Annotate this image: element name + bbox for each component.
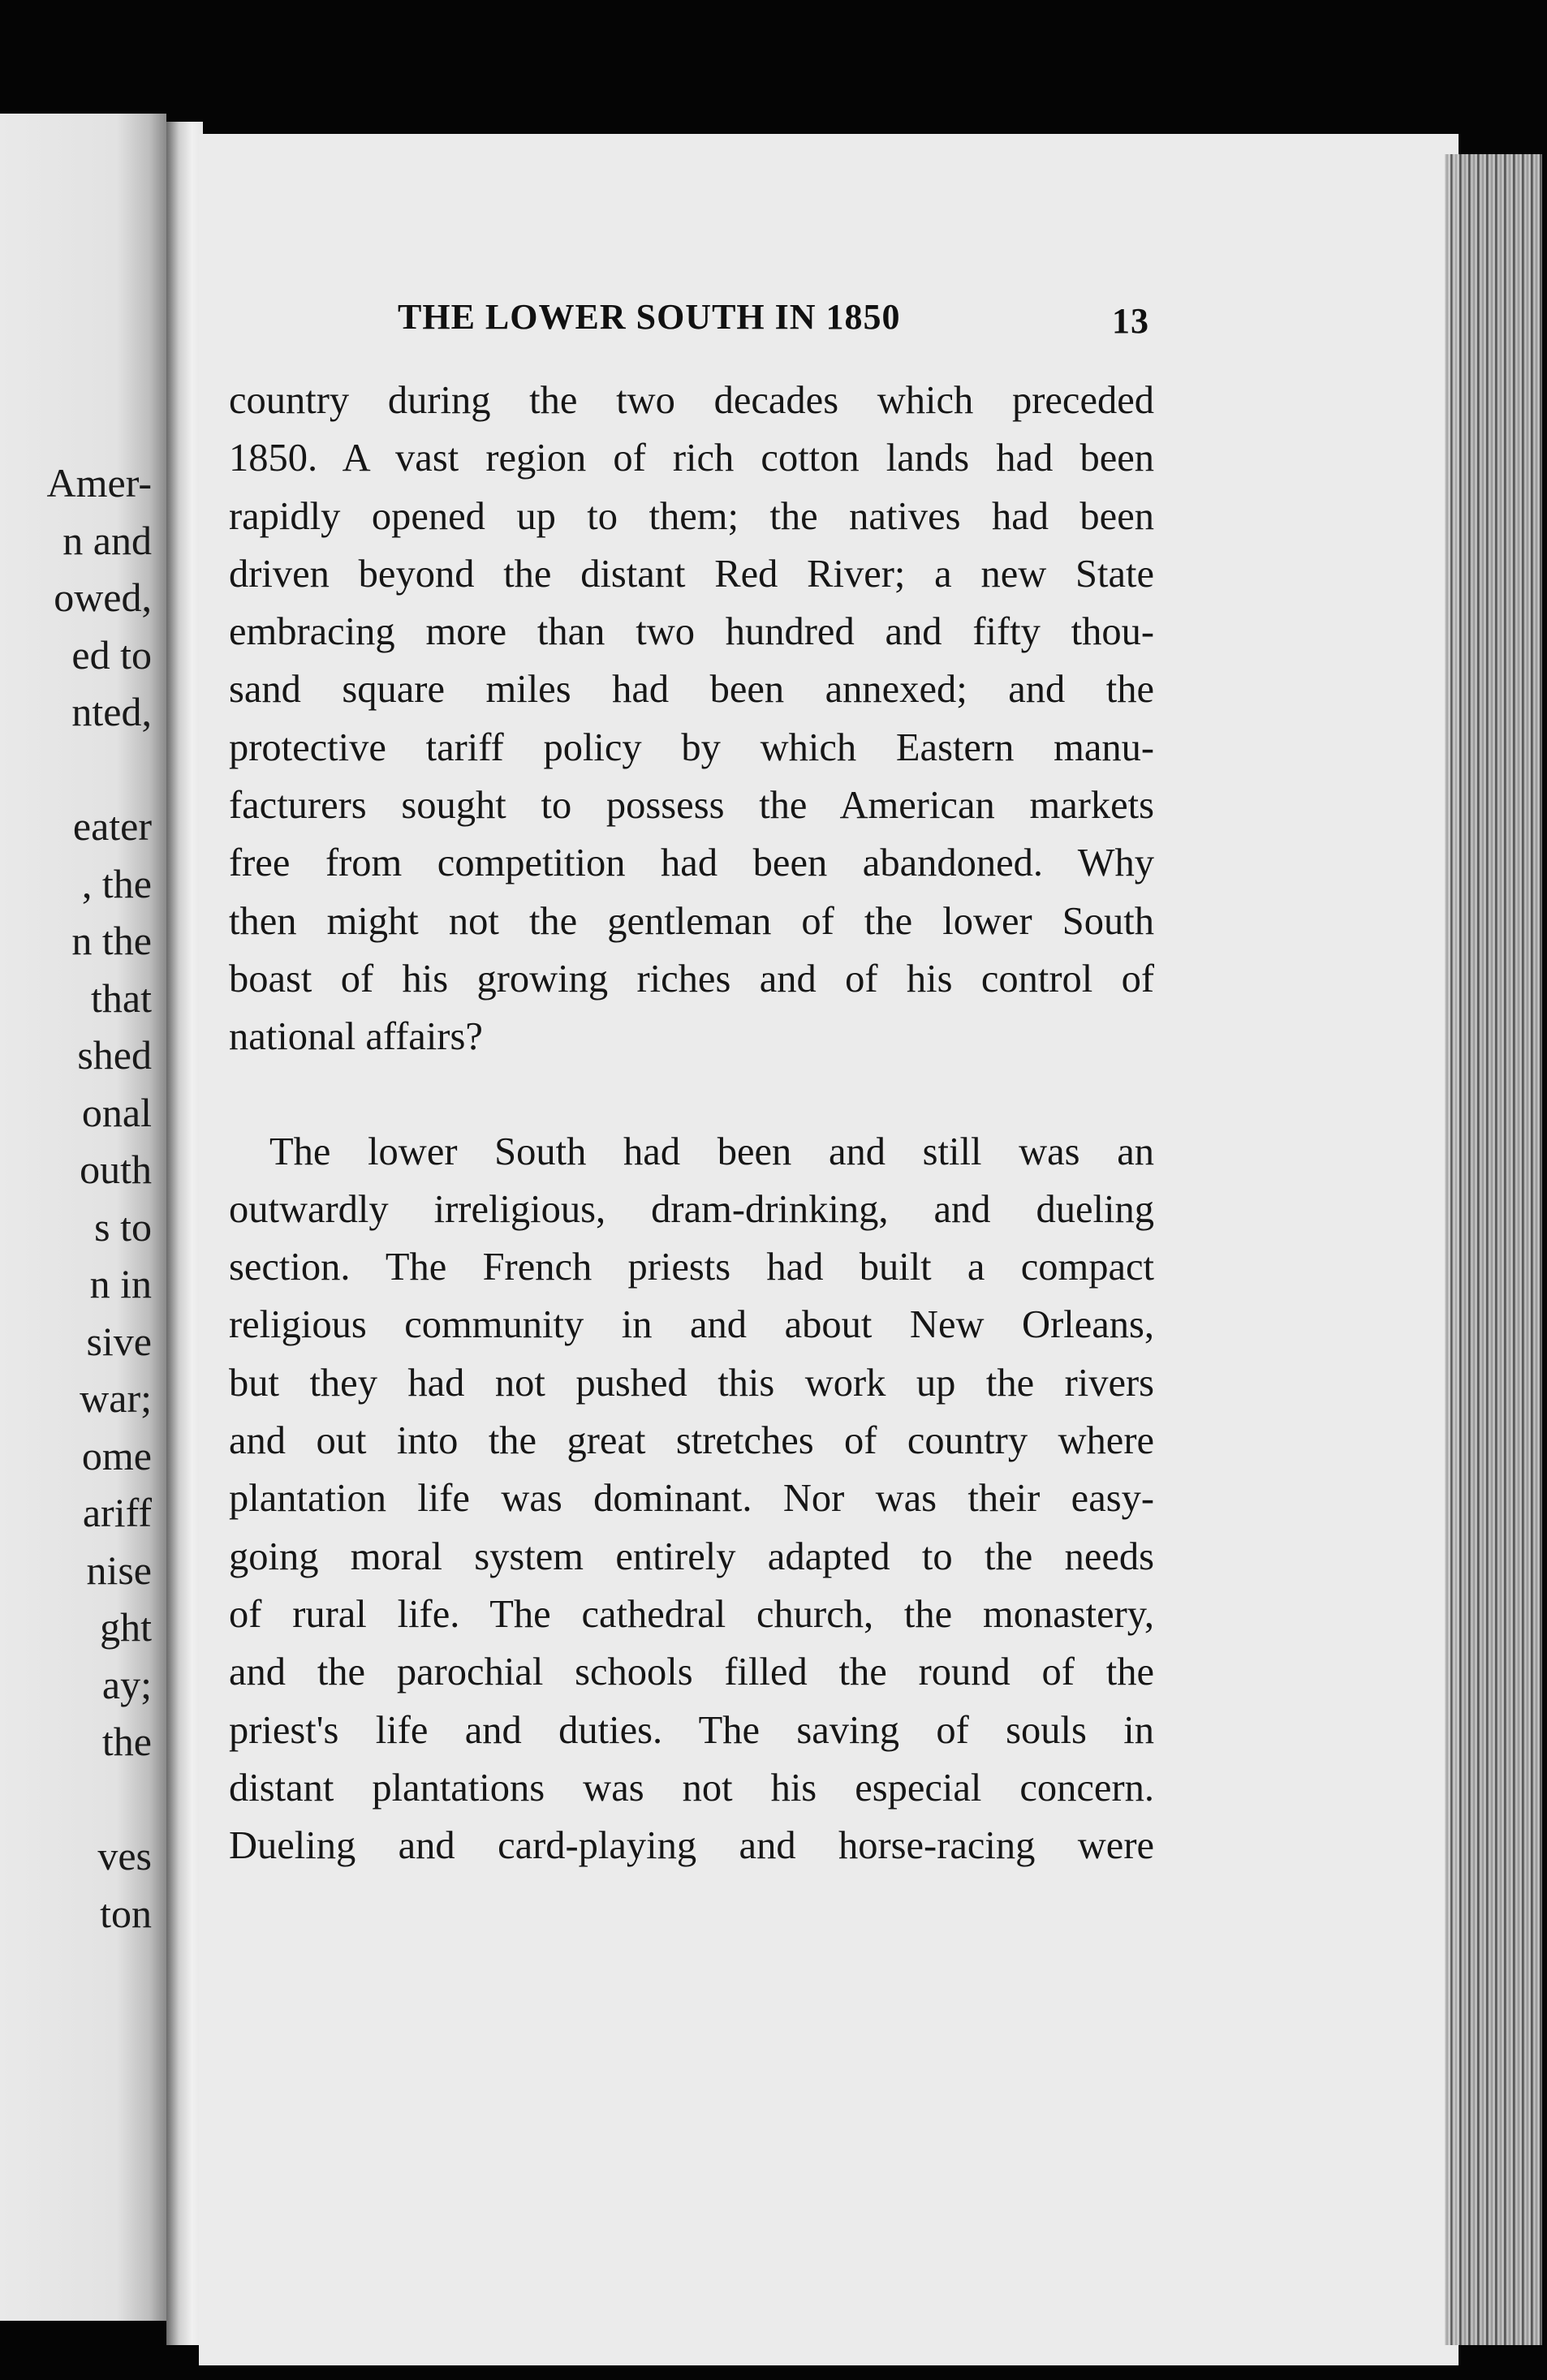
text-line: national affairs?: [229, 1015, 483, 1059]
text-line: section. The French priests had built a compact: [229, 1246, 1154, 1289]
text-line: priest's life and duties. The saving of souls in: [229, 1708, 1154, 1752]
left-line: [0, 741, 152, 798]
left-line: sive: [86, 1318, 152, 1364]
text-line: rapidly opened up to them; the natives had been: [229, 494, 1154, 538]
left-line: n in: [89, 1261, 152, 1306]
left-line: , the: [81, 860, 152, 906]
paragraph: [229, 372, 1154, 1066]
running-title: THE LOWER SOUTH IN 1850: [398, 297, 901, 337]
left-line: ves: [97, 1833, 152, 1879]
left-line: ariff: [82, 1490, 152, 1535]
text-line: outwardly irreligious, dram-drinking, and dueling: [229, 1187, 1154, 1231]
text-line: boast of his growing riches and of his control of: [229, 957, 1154, 1001]
left-line: ed to: [71, 631, 152, 678]
text-line: embracing more than two hundred and fifty thou-: [229, 610, 1154, 654]
left-line: nise: [86, 1547, 152, 1593]
left-line: onal: [81, 1089, 152, 1135]
text-line: The lower South had been and still was an: [269, 1130, 1154, 1173]
text-line: and the parochial schools filled the round of the: [229, 1651, 1154, 1694]
text-line: Dueling and card-playing and horse-racing were: [229, 1824, 1154, 1868]
left-line: ay;: [101, 1661, 152, 1707]
text-line: driven beyond the distant Red River; a new State: [229, 552, 1154, 596]
left-line: ton: [100, 1890, 152, 1936]
text-line: 1850. A vast region of rich cotton lands had been: [229, 437, 1154, 480]
left-line: the: [101, 1719, 152, 1764]
text-line: protective tariff policy by which Eastern manu-: [229, 725, 1154, 769]
left-line: s to: [94, 1203, 152, 1250]
left-line: n the: [71, 918, 152, 963]
page-body: [229, 372, 1154, 1874]
left-line: Amer-: [46, 460, 152, 506]
text-line: country during the two decades which preceded: [229, 379, 1154, 422]
text-line: facturers sought to possess the American markets: [229, 784, 1154, 828]
left-facing-page: [0, 114, 166, 2321]
paragraph-break: [229, 1066, 1154, 1123]
left-line: ght: [100, 1604, 152, 1650]
left-line: owed,: [54, 575, 152, 620]
text-line: religious community in and about New Orleans,: [229, 1303, 1154, 1347]
text-line: but they had not pushed this work up the rivers: [229, 1361, 1154, 1405]
text-line: sand square miles had been annexed; and the: [229, 668, 1154, 712]
page-number: 13: [1112, 301, 1149, 341]
left-line: war;: [80, 1375, 152, 1421]
left-page-text: [0, 454, 152, 1942]
text-line: free from competition had been abandoned. Why: [229, 841, 1154, 885]
text-line: of rural life. The cathedral church, the monastery,: [229, 1592, 1154, 1636]
text-line: distant plantations was not his especial concern.: [229, 1766, 1154, 1810]
page-edges: [1445, 154, 1542, 2345]
paragraph: [229, 1123, 1154, 1875]
text-line: and out into the great stretches of country where: [229, 1419, 1154, 1463]
left-line: eater: [72, 803, 152, 849]
left-line: [0, 1771, 152, 1828]
left-line: shed: [77, 1032, 152, 1078]
text-line: then might not the gentleman of the lower South: [229, 899, 1154, 943]
left-line: outh: [80, 1147, 152, 1192]
left-line: ome: [81, 1432, 152, 1478]
left-line: n and: [62, 517, 152, 563]
text-line: plantation life was dominant. Nor was their easy-: [229, 1477, 1154, 1521]
book-gutter: [166, 122, 203, 2345]
text-line: going moral system entirely adapted to the needs: [229, 1534, 1154, 1578]
left-line: that: [91, 975, 152, 1021]
left-line: nted,: [71, 689, 152, 734]
